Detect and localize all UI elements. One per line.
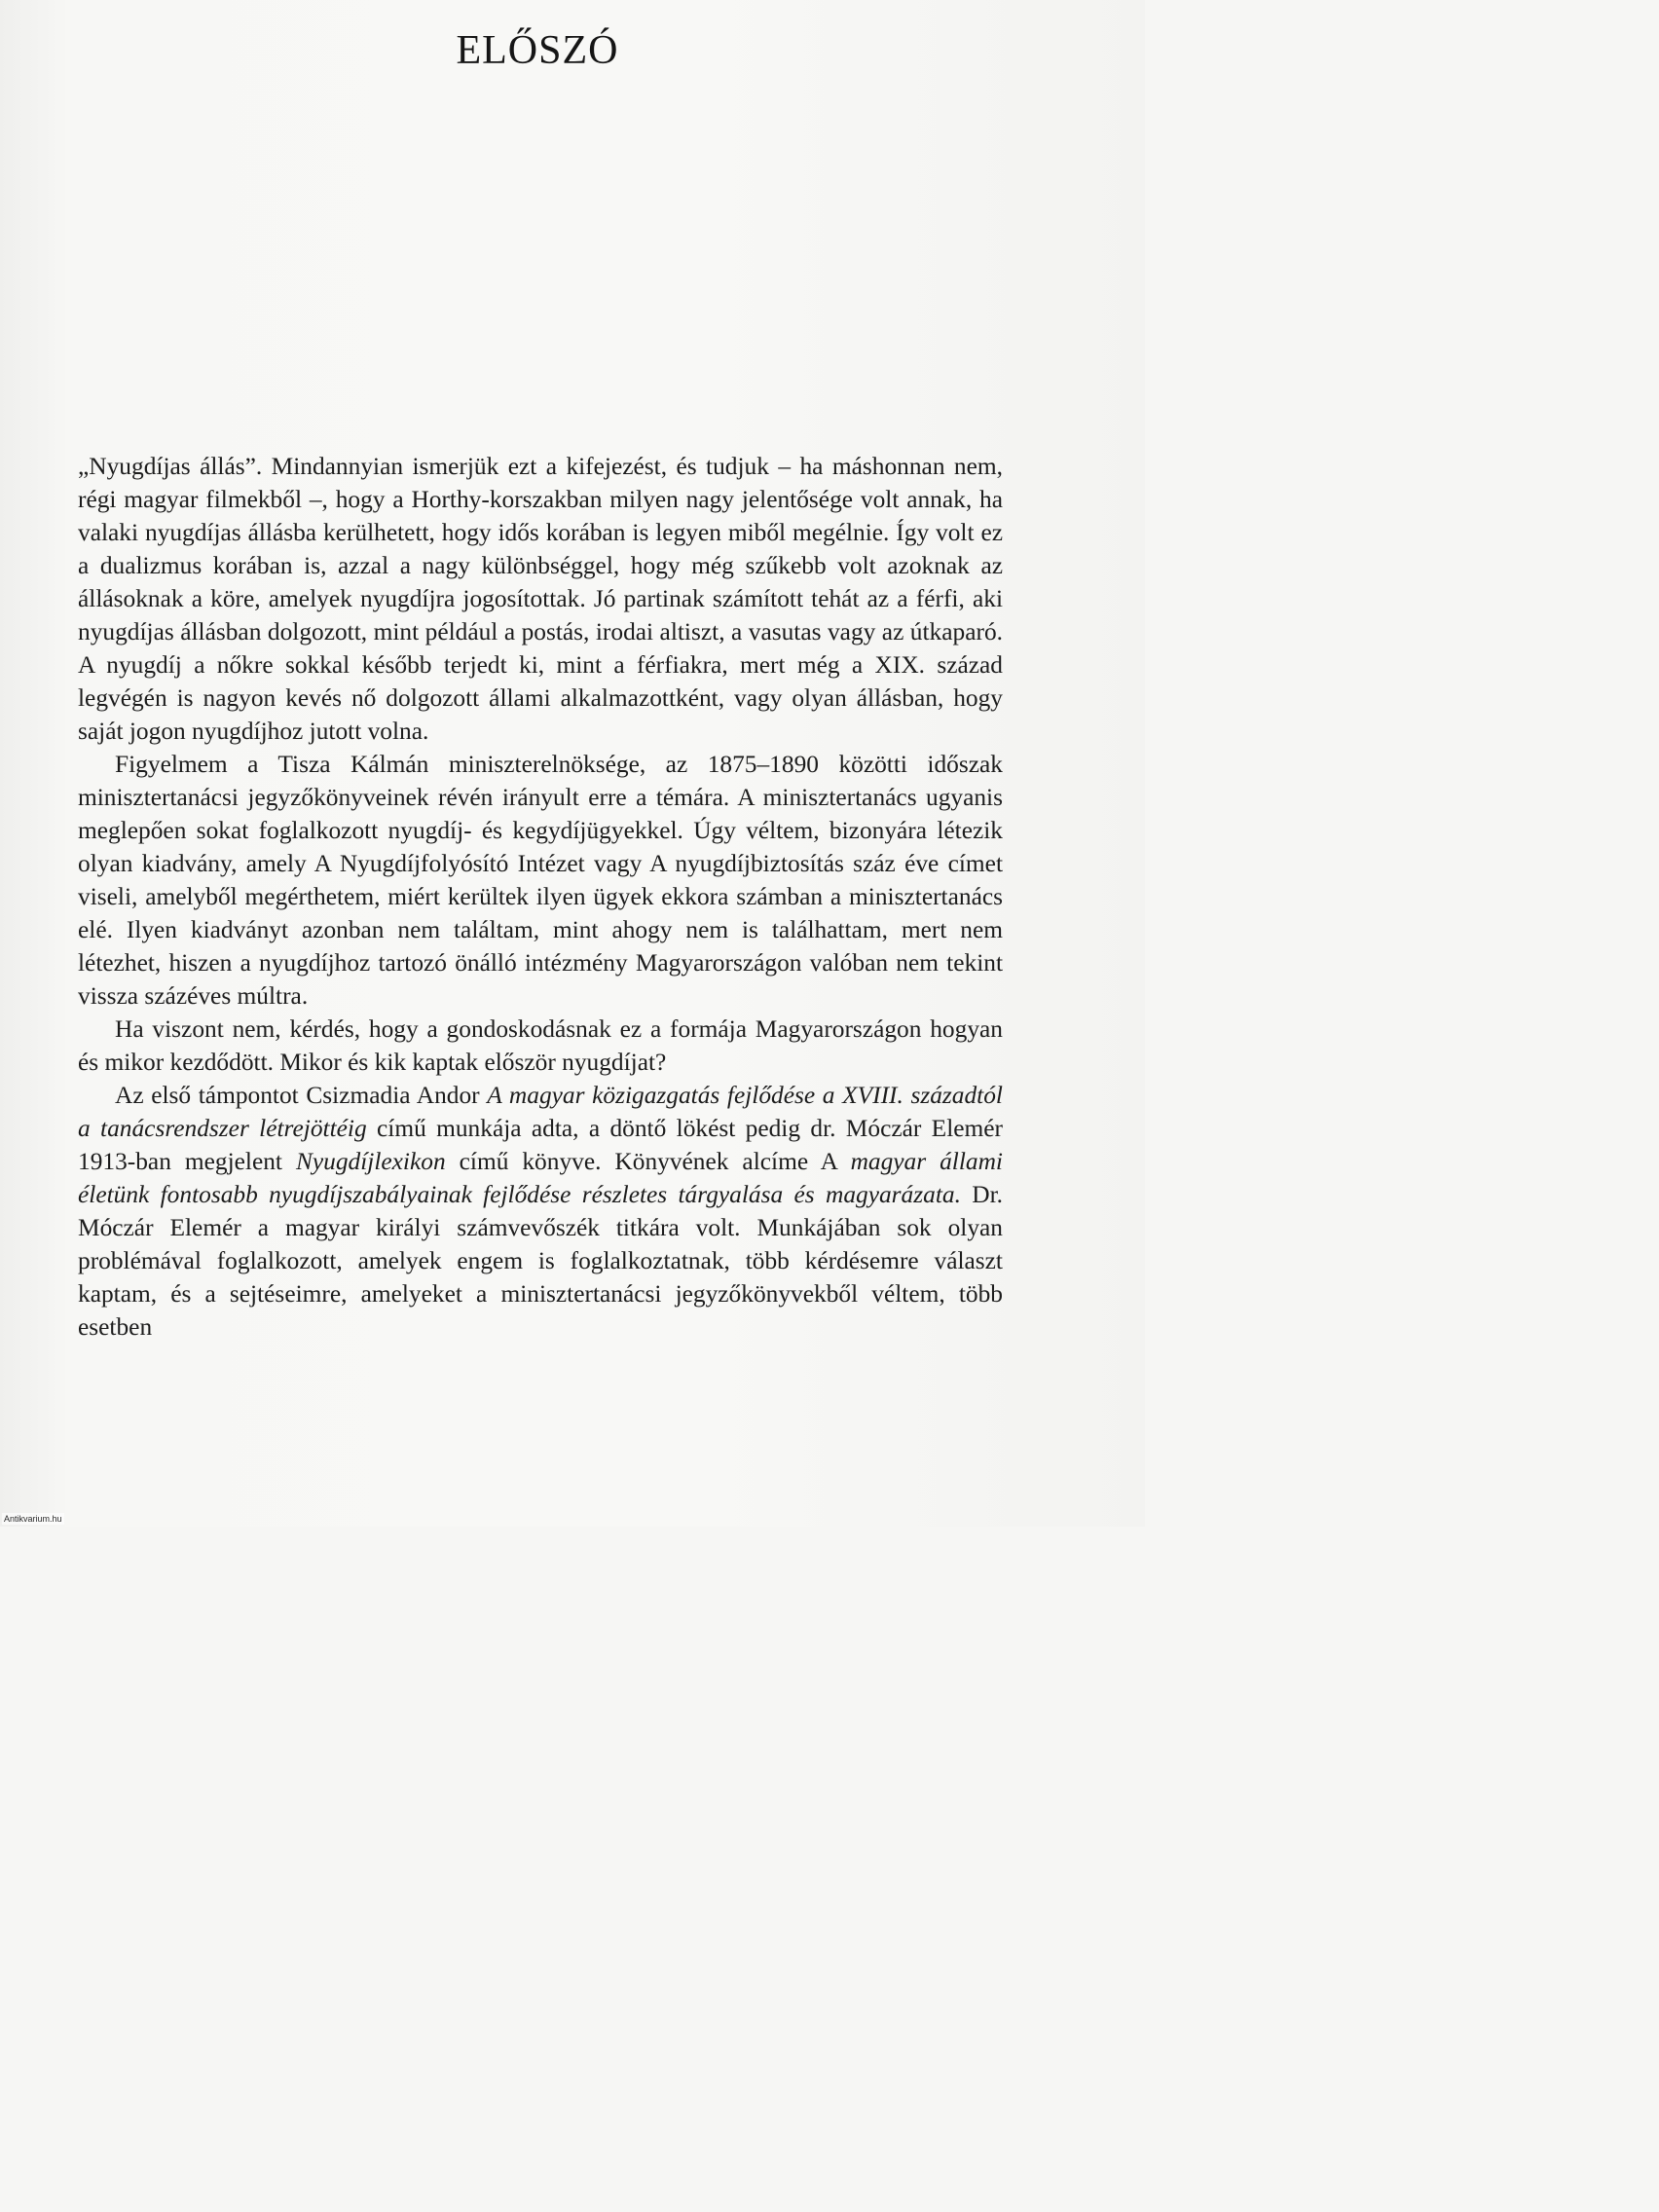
- paragraph-4-text-4: Dr. Móczár Elemér a magyar királyi számvevőszék titkára volt. Munkájában sok olyan problémával foglalkozott, amelyek engem is foglalkoztatnak, több kérdésemre választ kaptam, és a sejtéseimre, amelyeket a minisztertanácsi jegyzőkönyvekből véltem, több esetben: [78, 1181, 1003, 1341]
- book-title-nyugdijlexikon: Nyugdíjlexikon: [295, 1148, 446, 1175]
- book-subtitle: magyar állami életünk fontosabb nyugdíjszabályainak fejlődése részletes tárgyalása és magyarázata.: [78, 1148, 1003, 1208]
- book-title-csizmadia: A magyar közigazgatás fejlődése a XVIII. századtól a tanácsrendszer létrejöttéig: [78, 1082, 1003, 1142]
- page-title: ELŐSZÓ: [456, 28, 619, 73]
- paragraph-4-text-2: című munkája adta, a döntő lökést pedig dr. Móczár Elemér 1913-ban megjelent: [78, 1115, 1003, 1175]
- paragraph-4-text-1: Az első támpontot Csizmadia Andor: [115, 1082, 488, 1109]
- paragraph-2: Figyelmem a Tisza Kálmán miniszterelnöksége, az 1875–1890 közötti időszak minisztertanácsi jegyzőkönyveinek révén irányult erre a témára. A minisztertanács ugyanis meglepően sokat foglalkozott nyugdíj- és kegydíjügyekkel. Úgy véltem, bizonyára létezik olyan kiadvány, amely A Nyugdíjfolyósító Intézet vagy A nyugdíjbiztosítás száz éve címet viseli, amelyből megérthetem, miért kerültek ilyen ügyek ekkora számban a minisztertanács elé. Ilyen kiadványt azonban nem találtam, mint ahogy nem is találhattam, mert nem létezhet, hiszen a nyugdíjhoz tartozó önálló intézmény Magyarországon valóban nem tekint vissza százéves múltra.: [78, 751, 1003, 1010]
- watermark: Antikvarium.hu: [4, 1514, 62, 1524]
- paragraph-4-text-3: című könyve. Könyvének alcíme A: [445, 1148, 851, 1175]
- body-text: [78, 450, 1003, 1344]
- paragraph-1: „Nyugdíjas állás”. Mindannyian ismerjük ezt a kifejezést, és tudjuk – ha máshonnan nem, régi magyar filmekből –, hogy a Horthy-korszakban milyen nagy jelentősége volt annak, ha valaki nyugdíjas állásba kerülhetett, hogy idős korában is legyen miből megélnie. Így volt ez a dualizmus korában is, azzal a nagy különbséggel, hogy még szűkebb volt azoknak az állásoknak a köre, amelyek nyugdíjra jogosítottak. Jó partinak számított tehát az a férfi, aki nyugdíjas állásban dolgozott, mint például a postás, irodai altiszt, a vasutas vagy az útkaparó. A nyugdíj a nőkre sokkal később terjedt ki, mint a férfiakra, mert még a XIX. század legvégén is nagyon kevés nő dolgozott állami alkalmazottként, vagy olyan állásban, hogy saját jogon nyugdíjhoz jutott volna.: [78, 453, 1003, 745]
- book-page: [0, 0, 1145, 1527]
- paragraph-3: Ha viszont nem, kérdés, hogy a gondoskodásnak ez a formája Magyarországon hogyan és mikor kezdődött. Mikor és kik kaptak először nyugdíjat?: [78, 1015, 1003, 1076]
- paragraph-4: [78, 1079, 1003, 1344]
